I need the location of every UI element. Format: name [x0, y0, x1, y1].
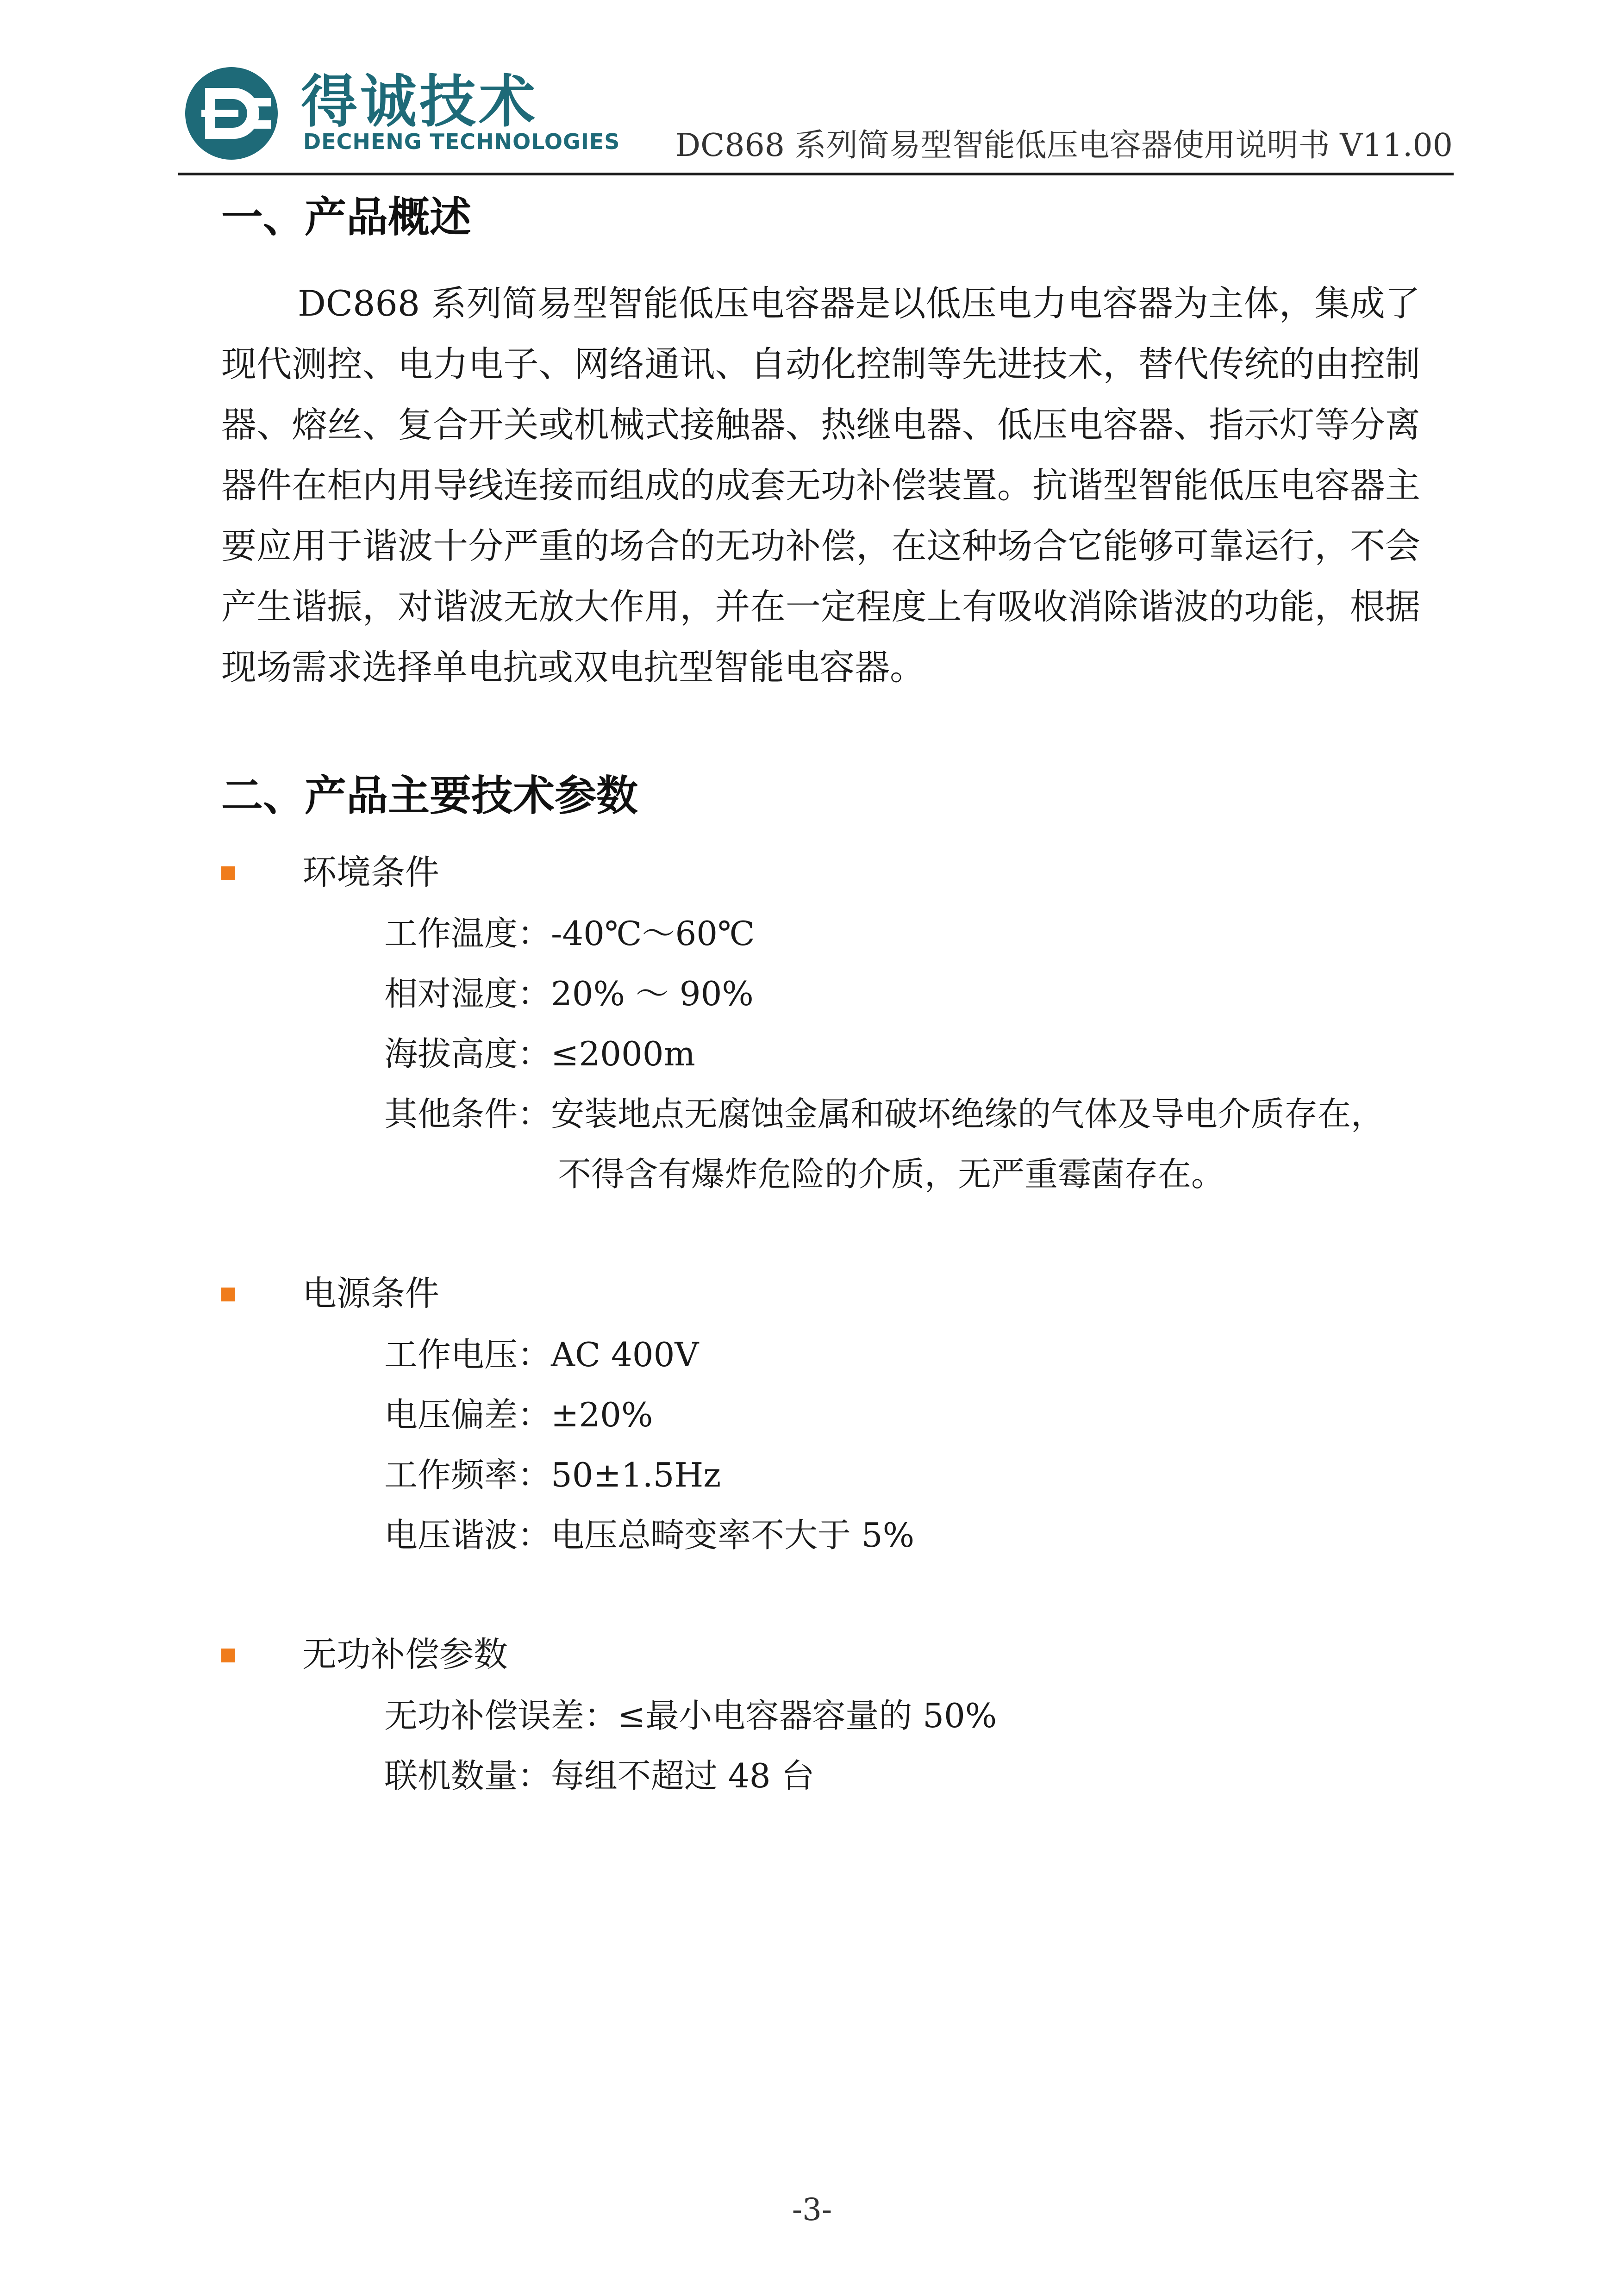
header-divider: [178, 173, 1454, 175]
spec-compensation-error: 无功补偿误差：≤最小电容器容量的 50%: [384, 1696, 997, 1735]
overview-paragraph: DC868 系列简易型智能低压电容器是以低压电力电容器为主体，集成了现代测控、电力电子、网络通讯、自动化控制等先进技术，替代传统的由控制器、熔丝、复合开关或机械式接触器、热继电器、低压电容器、指示灯等分离器件在柜内用导线连接而组成的成套无功补偿装置。抗谐型智能低压电容器主要应用于谐波十分严重的场合的无功补偿，在这种场合它能够可靠运行，不会产生谐振，对谐波无放大作用，并在一定程度上有吸收消除谐波的功能，根据现场需求选择单电抗或双电抗型智能电容器。: [221, 283, 1420, 688]
env-conditions-label: 环境条件: [302, 852, 439, 892]
brand-name-cn: 得诚技术: [301, 69, 538, 135]
spec-operating-frequency: 工作频率：50±1.5Hz: [384, 1456, 721, 1494]
square-bullet-icon: [221, 1288, 235, 1301]
reactive-params-label: 无功补偿参数: [302, 1635, 508, 1674]
square-bullet-icon: [221, 1649, 235, 1662]
spec-altitude: 海拔高度：≤2000m: [384, 1034, 695, 1073]
section-title-overview: 一、产品概述: [221, 193, 471, 242]
spec-operating-temperature: 工作温度：-40℃～60℃: [384, 914, 755, 953]
spec-voltage-harmonics: 电压谐波：电压总畸变率不大于 5%: [384, 1516, 915, 1555]
brand-name-en: DECHENG TECHNOLOGIES: [303, 129, 620, 154]
page-number: -3-: [792, 2192, 832, 2228]
company-logo: [183, 65, 280, 162]
power-conditions-label: 电源条件: [302, 1274, 439, 1313]
spec-other-conditions: 其他条件：安装地点无腐蚀金属和破坏绝缘的气体及导电介质存在，: [384, 1095, 1385, 1133]
spec-other-conditions-continued: 不得含有爆炸危险的介质，无严重霉菌存在。: [558, 1155, 1225, 1194]
section-title-specs: 二、产品主要技术参数: [221, 772, 638, 820]
spec-networking-quantity: 联机数量：每组不超过 48 台: [384, 1756, 815, 1795]
document-title: DC868 系列简易型智能低压电容器使用说明书 V11.00: [675, 127, 1453, 164]
square-bullet-icon: [221, 866, 235, 880]
spec-relative-humidity: 相对湿度：20% ～ 90%: [384, 974, 754, 1013]
spec-voltage-deviation: 电压偏差：±20%: [384, 1395, 653, 1434]
spec-operating-voltage: 工作电压：AC 400V: [384, 1335, 699, 1374]
